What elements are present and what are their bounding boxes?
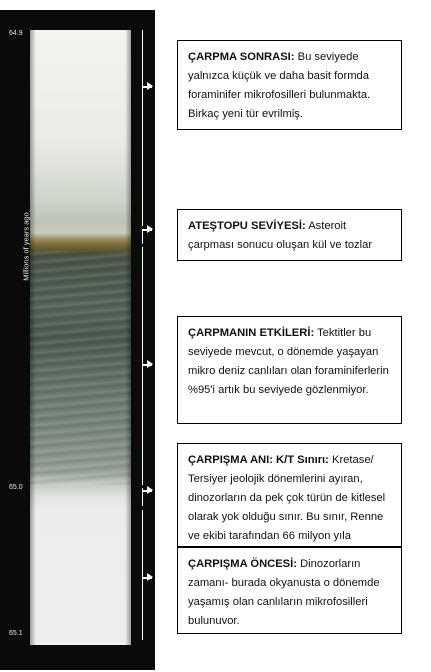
bracket-fireball [138, 230, 143, 244]
tick-label-top: 64.9 [9, 30, 23, 37]
callout-text: Tektitler bu seviyede mevcut, o dönemde yaşayan mikro deniz canlıları olan foraminiferlerin %95'i artık bu seviyede gözlenmiyor. [188, 327, 389, 396]
bracket-impact-effects [138, 247, 143, 485]
impact-layer-texture [30, 251, 131, 485]
callout-text: Dinozorların zamanı- burada okyanusta o dönemde yaşamış olan canlıların mikrofosilleri bulunuvor. [188, 558, 380, 627]
tick-label-bottom: 65.1 [9, 630, 23, 637]
callout-impact-effects [177, 316, 402, 424]
bracket-after-impact [138, 30, 143, 226]
arrow-impact-effects [142, 364, 152, 366]
callout-fireball-layer [177, 209, 402, 261]
arrow-kt-boundary [142, 490, 152, 492]
core-sample-panel [0, 10, 155, 670]
callout-after-impact [177, 40, 402, 130]
callout-heading: ÇARPMA SONRASI: [188, 51, 295, 63]
callout-text: Asteroit çarpması sonucu oluşan kül ve tozlar [188, 220, 373, 251]
callout-heading: ÇARPIŞMA ÖNCESİ: [188, 558, 297, 570]
callout-kt-boundary [177, 443, 402, 547]
callout-text: Bu seviyede yalnızca küçük ve daha basit formda foraminifer mikrofosilleri bulunmakta. Birkaç yeni tür evrilmiş. [188, 51, 371, 120]
callout-heading: ATEŞTOPU SEVİYESİ: [188, 220, 306, 232]
callout-before-impact [177, 547, 402, 634]
callout-text: Kretase/ Tersiyer jeolojik dönemlerini ayıran, dinozorların da pek çok türün de kitlesel olarak yok olduğu sınır. Bu sınır, Renne ve ekibi tarafından 66 milyon yıla [188, 454, 386, 542]
callout-heading: ÇARPIŞMA ANI: K/T Sınırı: [188, 454, 329, 466]
tick-label-middle: 65.0 [9, 484, 23, 491]
callout-heading: ÇARPMANIN ETKİLERİ: [188, 327, 315, 339]
axis-title: Millions of years ago [21, 212, 31, 281]
arrow-fireball [142, 229, 152, 231]
sediment-core-image [30, 30, 131, 645]
arrow-after-impact [142, 86, 152, 88]
bracket-before-impact [138, 510, 143, 640]
arrow-before-impact [142, 577, 152, 579]
